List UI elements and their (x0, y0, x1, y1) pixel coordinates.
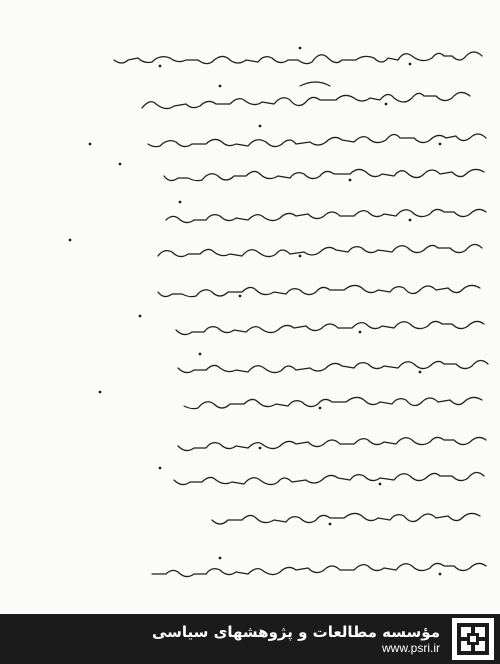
handwriting-line-9 (0, 348, 500, 378)
handwriting-line-11 (0, 424, 500, 454)
handwriting-line-8 (0, 310, 500, 340)
publisher-footer (0, 614, 500, 664)
handwriting-line-12 (0, 462, 500, 492)
handwriting-line-14 (0, 552, 500, 582)
handwriting-line-2 (0, 82, 500, 112)
handwriting-line-5 (0, 196, 500, 226)
handwriting-line-10 (0, 386, 500, 416)
handwriting-line-4 (0, 158, 500, 188)
handwriting-line-1 (0, 44, 500, 74)
publisher-info (152, 623, 440, 655)
publisher-name: مؤسسه مطالعات و پژوهشهای سیاسی (151, 623, 440, 641)
publisher-url[interactable]: www.psri.ir (381, 641, 440, 655)
psri-logo-icon (452, 618, 494, 660)
handwriting-line-13 (0, 500, 500, 530)
handwriting-line-7 (0, 272, 500, 302)
handwriting-line-3 (0, 120, 500, 150)
handwriting-line-6 (0, 234, 500, 264)
